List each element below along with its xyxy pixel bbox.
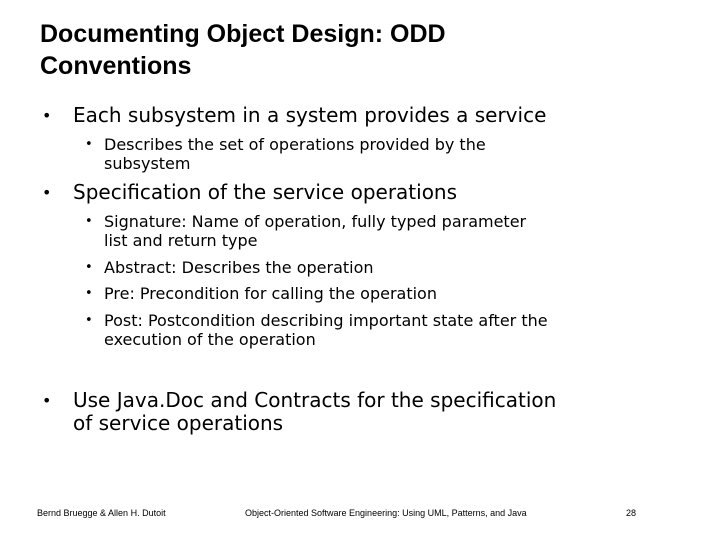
bullet-text: Specification of the service operations xyxy=(73,180,458,204)
subbullet-text-line-1: Abstract: Describes the operation xyxy=(104,258,374,277)
subbullet-marker: • xyxy=(85,286,93,301)
subbullet-text-line-1: Describes the set of operations provided by the xyxy=(104,135,486,154)
bullet-javadoc xyxy=(42,389,673,435)
bullet-text-line-2: of service operations xyxy=(73,411,284,435)
subbullet-marker: • xyxy=(85,214,93,229)
subbullet-text-line-1: Signature: Name of operation, fully typed parameter xyxy=(104,212,527,231)
slide-title-line-2: Conventions xyxy=(40,52,192,80)
subbullet-text-line-2: execution of the operation xyxy=(104,330,316,349)
subbullet-text-line-2: list and return type xyxy=(104,231,258,250)
bullet-text: Each subsystem in a system provides a service xyxy=(73,103,547,127)
subbullet-marker: • xyxy=(85,313,93,328)
slide-title xyxy=(40,18,680,82)
subbullet-describes-operations xyxy=(85,135,674,173)
subbullet-marker: • xyxy=(85,260,93,275)
bullet-marker: • xyxy=(42,183,52,202)
slide-title-line-1: Documenting Object Design: ODD xyxy=(40,20,446,48)
bullet-text-line-1: Use Java.Doc and Contracts for the specification xyxy=(73,388,557,412)
subbullet-abstract xyxy=(85,258,674,277)
footer-authors: Bernd Bruegge & Allen H. Dutoit xyxy=(37,508,166,518)
bullet-marker: • xyxy=(42,106,52,125)
footer-page-number: 28 xyxy=(626,508,637,518)
subbullet-marker: • xyxy=(85,137,93,152)
subbullet-pre xyxy=(85,284,674,303)
subbullet-text-line-1: Pre: Precondition for calling the operation xyxy=(104,284,437,303)
subbullet-text-line-2: subsystem xyxy=(104,154,191,173)
footer-book-title: Object-Oriented Software Engineering: Using UML, Patterns, and Java xyxy=(245,508,527,518)
subbullet-text-line-1: Post: Postcondition describing important state after the xyxy=(104,311,548,330)
subbullet-signature xyxy=(85,212,674,250)
bullet-subsystem-service xyxy=(42,104,673,127)
bullet-marker: • xyxy=(42,391,52,410)
bullet-specification xyxy=(42,181,673,204)
subbullet-post xyxy=(85,311,674,349)
